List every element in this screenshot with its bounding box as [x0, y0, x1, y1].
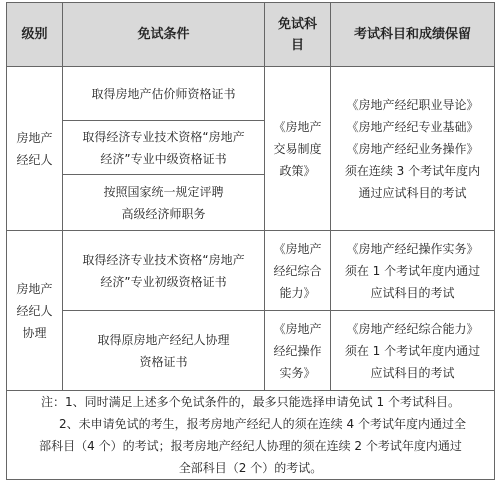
agent-level-line1: 房地产 [16, 130, 53, 145]
notes-cell [7, 391, 495, 480]
agent-keep-line2: 《房地产经纪专业基础》 [346, 119, 479, 134]
header-level: 级别 [7, 3, 63, 67]
agent-subject-line1: 《房地产 [273, 119, 322, 134]
header-row [7, 3, 495, 67]
note-line-1: 注：1、同时满足上述多个免试条件的，最多只能选择申请免试 1 个考试科目。 [41, 395, 460, 409]
notes-row [7, 391, 495, 480]
header-exempt-subject [265, 3, 331, 67]
assistant-level-line1: 房地产 [16, 281, 53, 296]
assistant-exam-subjects-2 [331, 311, 495, 391]
note-line-3: 部科目（4 个）的考试；报考房地产经纪人协理的须在连续 2 个考试年度内通过 [39, 439, 462, 453]
agent-keep-line1: 《房地产经纪职业导论》 [346, 97, 479, 112]
agent-condition-2 [63, 121, 265, 175]
assistant-row-1 [7, 231, 495, 311]
assistant-keep2-line2: 须在 1 个考试年度内通过 [344, 343, 481, 358]
agent-level-cell [7, 67, 63, 231]
agent-exempt-subject [265, 67, 331, 231]
agent-cond3-line1: 按照国家统一规定评聘 [103, 184, 224, 199]
header-exempt-subject-line1: 免试科 [277, 16, 317, 32]
agent-condition-3 [63, 175, 265, 231]
assistant-exempt-subject-1 [265, 231, 331, 311]
assistant-keep1-line3: 应试科目的考试 [370, 285, 455, 300]
assistant-exempt-subject-2 [265, 311, 331, 391]
assistant-subject2-line3: 实务》 [279, 365, 316, 380]
agent-keep-line3: 《房地产经纪业务操作》 [346, 141, 479, 156]
assistant-cond2-line1: 取得原房地产经纪人协理 [97, 332, 230, 347]
assistant-cond2-line2: 资格证书 [139, 354, 188, 369]
agent-exam-subjects [331, 67, 495, 231]
assistant-subject2-line2: 经纪操作 [273, 343, 322, 358]
assistant-condition-1 [63, 231, 265, 311]
agent-cond3-line2: 高级经济师职务 [121, 206, 206, 221]
assistant-keep1-line1: 《房地产经纪操作实务》 [346, 241, 479, 256]
assistant-subject1-line2: 经纪综合 [273, 263, 322, 278]
agent-keep-line5: 通过应试科目的考试 [358, 185, 467, 200]
assistant-subject1-line3: 能力》 [279, 285, 316, 300]
header-exam-subjects: 考试科目和成绩保留 [331, 3, 495, 67]
agent-level-line2: 经纪人 [16, 152, 53, 167]
assistant-keep2-line3: 应试科目的考试 [370, 365, 455, 380]
assistant-condition-2 [63, 311, 265, 391]
assistant-cond1-line1: 取得经济专业技术资格“房地产 [82, 252, 245, 267]
agent-row-1 [7, 67, 495, 121]
exam-exemption-table [6, 2, 495, 480]
note-line-4: 全部科目（2 个）的考试。 [178, 461, 323, 475]
assistant-level-line3: 协理 [22, 325, 47, 340]
agent-subject-line2: 交易制度 [273, 141, 322, 156]
note-line-2: 2、未申请免试的考生，报考房地产经纪人的须在连续 4 个考试年度内通过全 [59, 417, 466, 431]
assistant-subject1-line1: 《房地产 [273, 241, 322, 256]
header-conditions: 免试条件 [63, 3, 265, 67]
assistant-keep1-line2: 须在 1 个考试年度内通过 [344, 263, 481, 278]
assistant-exam-subjects-1 [331, 231, 495, 311]
agent-keep-line4: 须在连续 3 个考试年度内 [344, 163, 481, 178]
assistant-subject2-line1: 《房地产 [273, 321, 322, 336]
assistant-keep2-line1: 《房地产经纪综合能力》 [346, 321, 479, 336]
agent-condition-1: 取得房地产估价师资格证书 [63, 67, 265, 121]
agent-subject-line3: 政策》 [279, 163, 316, 178]
agent-cond2-line2: 经济”专业中级资格证书 [100, 151, 227, 166]
header-exempt-subject-line2: 目 [290, 37, 304, 53]
agent-cond2-line1: 取得经济专业技术资格“房地产 [82, 129, 245, 144]
assistant-level-cell [7, 231, 63, 391]
assistant-row-2 [7, 311, 495, 391]
assistant-level-line2: 经纪人 [16, 303, 53, 318]
assistant-cond1-line2: 经济”专业初级资格证书 [100, 274, 227, 289]
